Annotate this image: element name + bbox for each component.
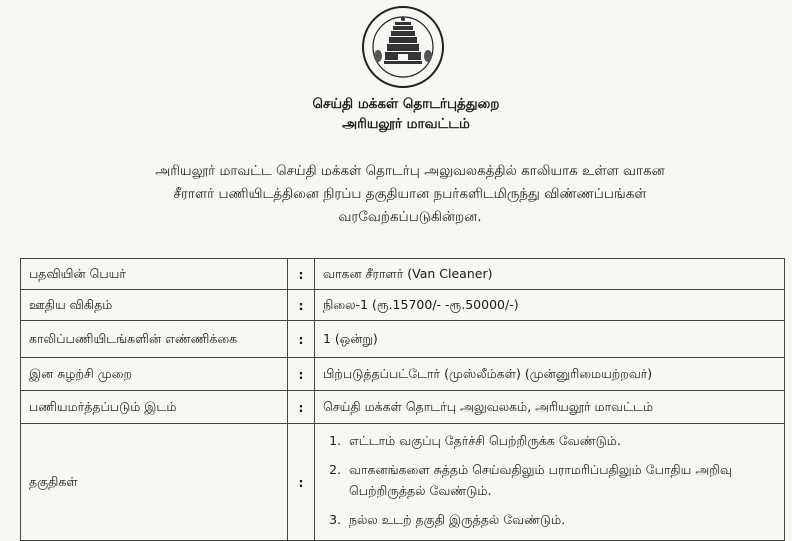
table-row-pay-scale bbox=[21, 290, 785, 321]
row-label: தகுதிகள் bbox=[21, 424, 288, 541]
qualification-item: 3. நல்ல உடற் தகுதி இருத்தல் வேண்டும். bbox=[345, 509, 776, 530]
qualifications-list bbox=[323, 430, 776, 530]
row-value: நிலை-1 (ரூ.15700/- -ரூ.50000/-) bbox=[315, 290, 785, 321]
table-row-vacancies bbox=[21, 321, 785, 358]
row-label: பதவியின் பெயர் bbox=[21, 259, 288, 290]
row-separator: : bbox=[288, 358, 315, 391]
row-separator: : bbox=[288, 424, 315, 541]
row-value: செய்தி மக்கள் தொடர்பு அலுவலகம், அரியலூர் மாவட்டம் bbox=[315, 391, 785, 424]
row-separator: : bbox=[288, 290, 315, 321]
row-value: பிற்படுத்தப்பட்டோர் (முஸ்லீம்கள்) (முன்னுரிமையற்றவர்) bbox=[315, 358, 785, 391]
table-row-reservation bbox=[21, 358, 785, 391]
department-title: செய்தி மக்கள் தொடர்புத்துறை bbox=[312, 96, 500, 112]
state-emblem-icon bbox=[360, 4, 446, 90]
qualifications-cell bbox=[315, 424, 785, 541]
row-value: வாகன சீராளர் (Van Cleaner) bbox=[315, 259, 785, 290]
row-separator: : bbox=[288, 321, 315, 358]
row-label: இன சுழற்சி முறை bbox=[21, 358, 288, 391]
qualification-item: 1. எட்டாம் வகுப்பு தேர்ச்சி பெற்றிருக்க வேண்டும். bbox=[345, 430, 776, 451]
table-row-post-name bbox=[21, 259, 785, 290]
qualification-item: 2. வாகனங்களை சுத்தம் செய்வதிலும் பராமரிப்பதிலும் போதிய அறிவு பெற்றிருத்தல் வேண்டும். bbox=[345, 459, 776, 501]
row-label: காலிப்பணியிடங்களின் எண்ணிக்கை bbox=[21, 321, 288, 358]
intro-paragraph bbox=[60, 160, 760, 229]
district-title: அரியலூர் மாவட்டம் bbox=[342, 116, 470, 132]
intro-line-2: சீராளர் பணியிடத்தினை நிரப்ப தகுதியான நபர்களிடமிருந்து விண்ணப்பங்கள் bbox=[173, 186, 647, 202]
intro-line-3: வரவேற்கப்படுகின்றன. bbox=[338, 209, 482, 225]
row-value: 1 (ஒன்று) bbox=[315, 321, 785, 358]
row-separator: : bbox=[288, 391, 315, 424]
row-label: ஊதிய விகிதம் bbox=[21, 290, 288, 321]
intro-line-1: அரியலூர் மாவட்ட செய்தி மக்கள் தொடர்பு அலுவலகத்தில் காலியாக உள்ள வாகன bbox=[155, 163, 665, 179]
table-row-qualifications bbox=[21, 424, 785, 541]
row-separator: : bbox=[288, 259, 315, 290]
row-label: பணியமர்த்தப்படும் இடம் bbox=[21, 391, 288, 424]
table-row-posting-place bbox=[21, 391, 785, 424]
vacancy-details-table bbox=[20, 258, 785, 541]
